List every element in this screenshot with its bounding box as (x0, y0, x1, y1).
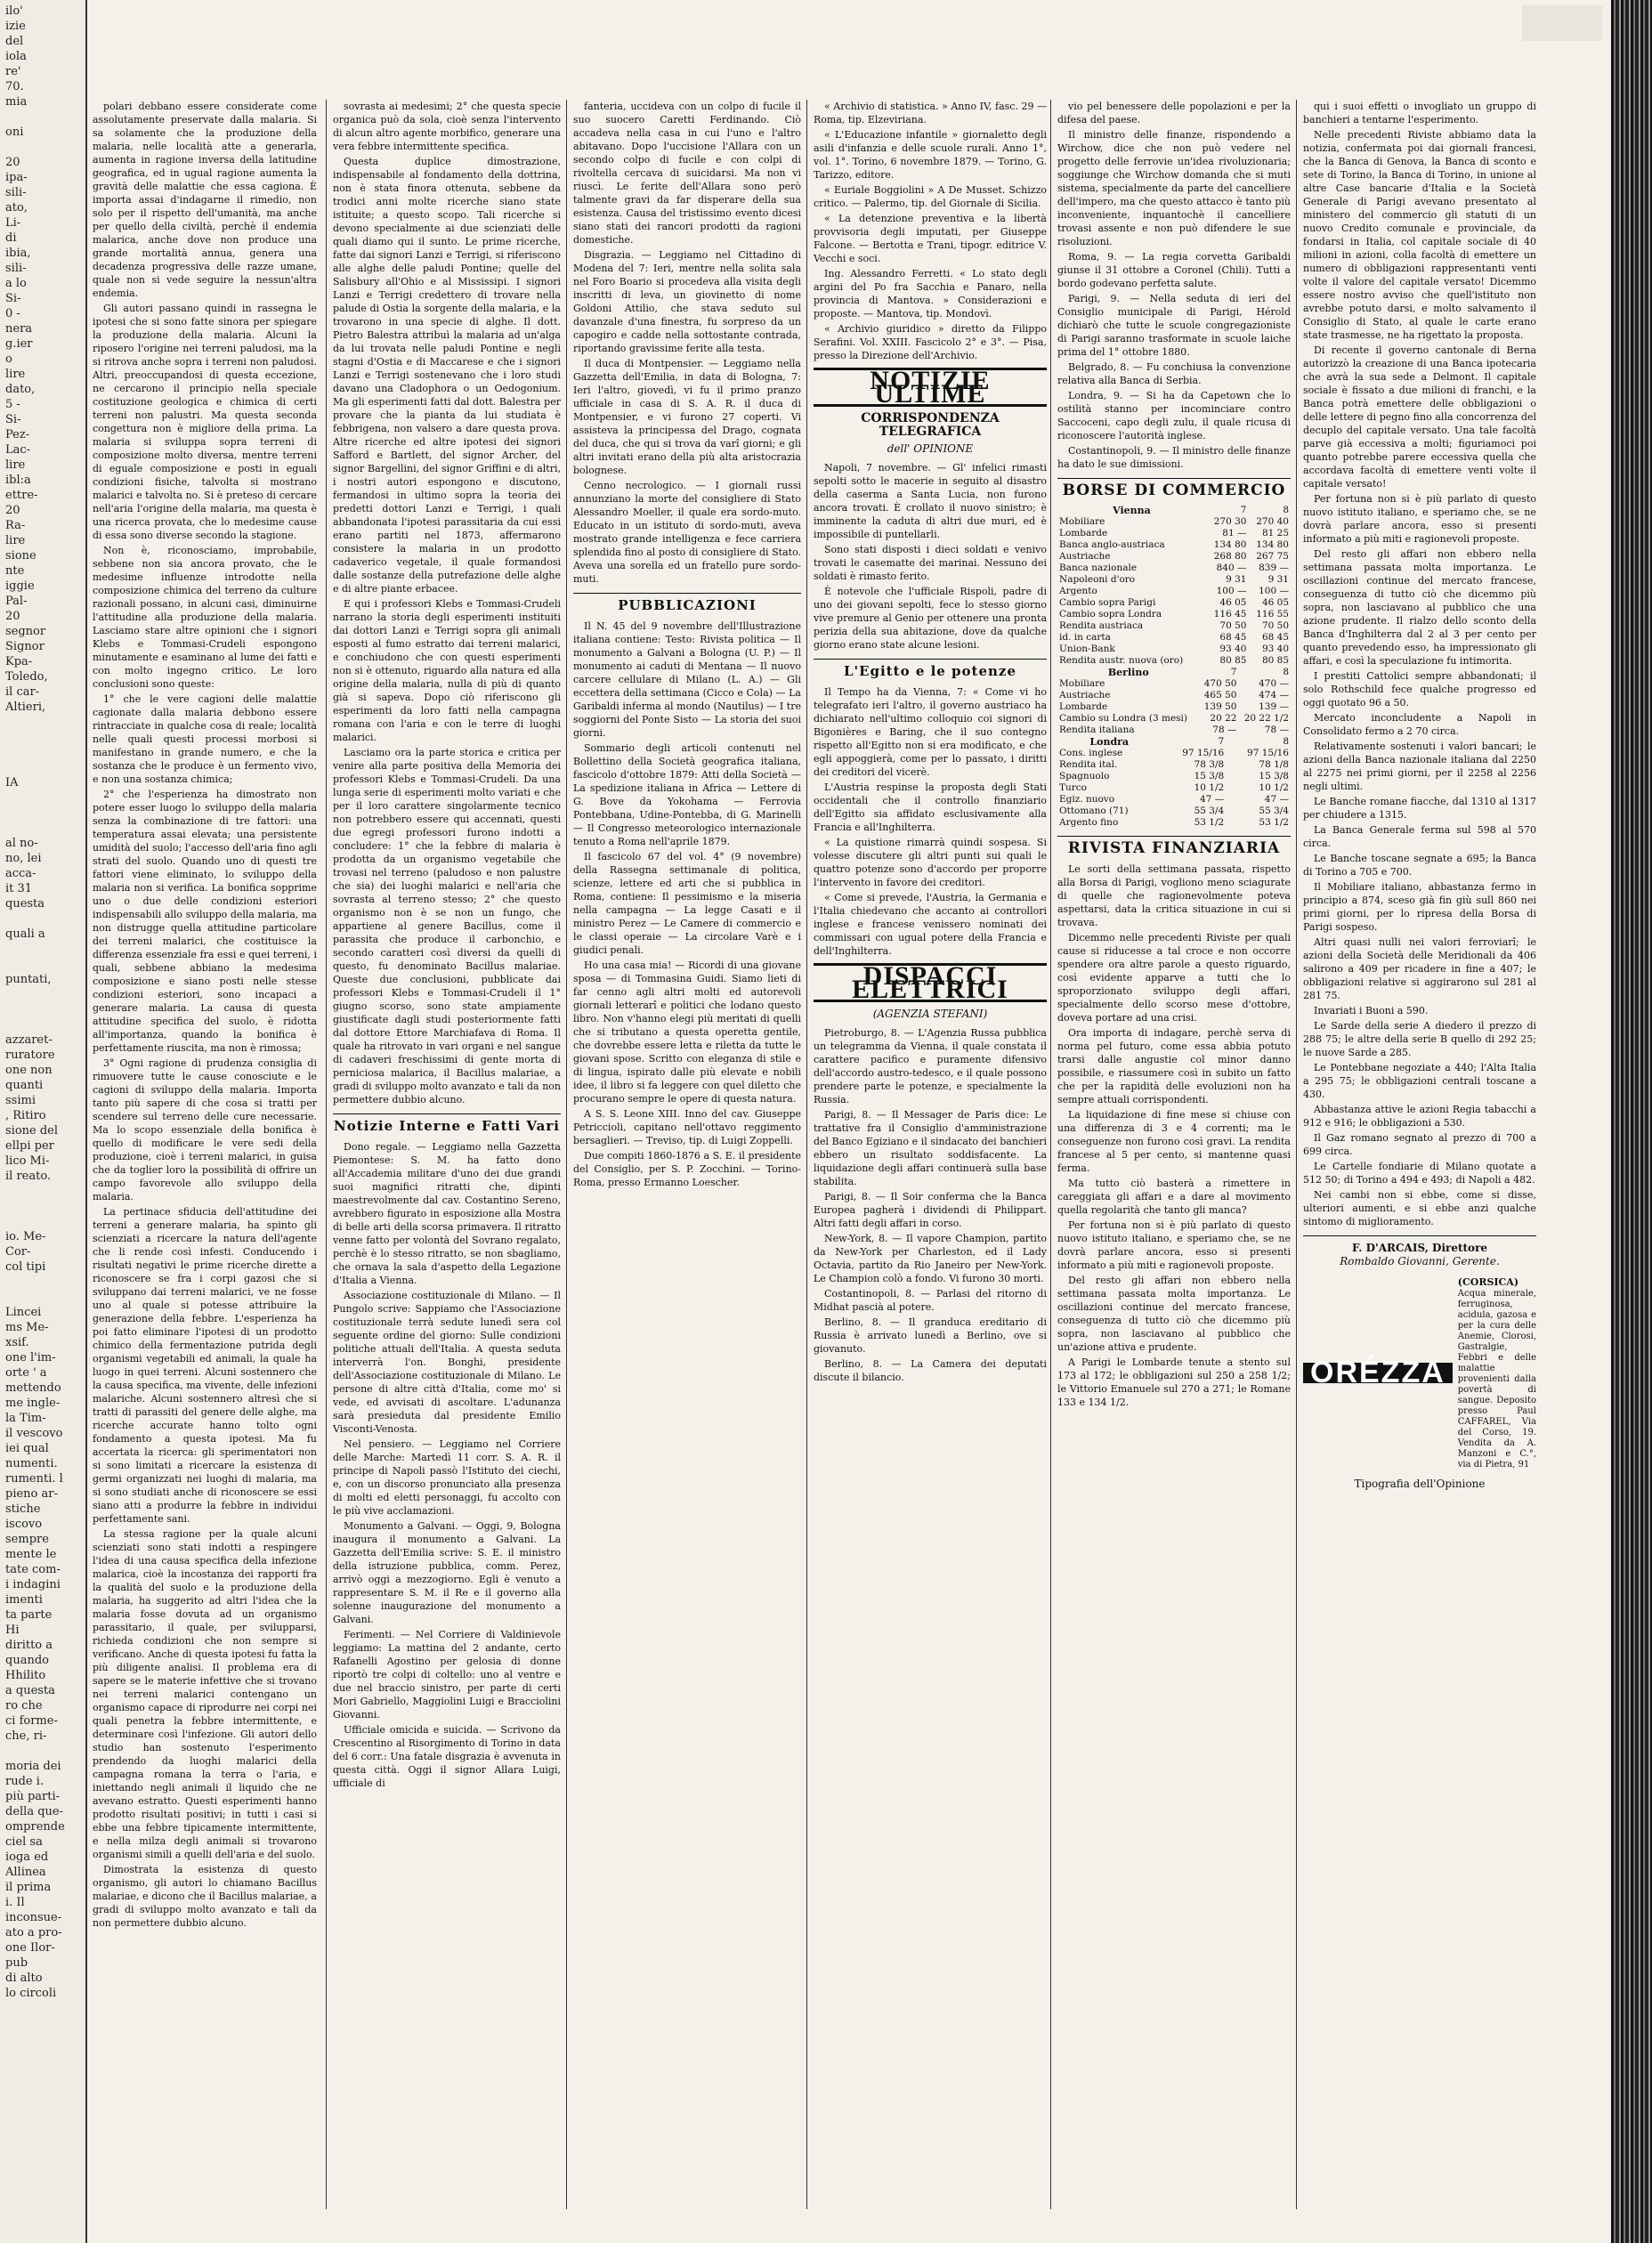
table-row (1057, 644, 1291, 655)
finance-paragraph: Le Pontebbane negoziate a 440; l'Alta Italia a 295 75; le obbligazioni centrali toscane a 430. (1303, 1062, 1536, 1100)
table-row (1057, 806, 1291, 817)
security-price: 47 — (1264, 794, 1289, 805)
security-name: Austriache (1059, 551, 1111, 562)
bourse-city: Londra (1089, 736, 1130, 748)
security-name: Cons. inglese (1059, 748, 1123, 758)
news-item: Dono regale. — Leggiamo nella Gazzetta Piemontese: S. M. ha fatto dono all'Accademia militare d'uno dei due grandi suoi magnifici ritratti che, dipinti maestrevolmente dal cav. Costantino Sereno, avrebbero figurato in esposizione alla Mostra di belle arti della scorsa primavera. Il ritratto venne fatto per volontà del Sovrano regalato, perchè è lo stesso ritratto, se non sbagliamo, che ornava la sala d'aspetto della Legazione d'Italia a Vienna. (333, 1141, 561, 1286)
finance-paragraph: Dicemmo nelle precedenti Riviste per quali cause si riducesse a tal croce e non occorre spendere ora altre parole a questo riguardo, così evidente apparve a tutti che lo sproporzionato sviluppo degli affari, specialmente dello scorso mese d'ottobre, doveva portare ad una crisi. (1057, 932, 1291, 1024)
security-price: 270 30 (1213, 516, 1247, 527)
finance-paragraph: Del resto gli affari non ebbero nella settimana passata molta importanza. Le oscillazioni continue del mercato francese, conseguenza di tutto ciò che dicemmo più sopra, non lasciavano al pubblico che un'azione attiva e prudente. (1057, 1275, 1291, 1353)
dispatch-item: Roma, 9. — La regia corvetta Garibaldi giunse il 31 ottobre a Coronel (Chili). Tutti a bordo godevano perfetta salute. (1057, 251, 1291, 289)
security-price: 116 55 (1256, 609, 1289, 619)
bourse-date-header: 8 (1283, 667, 1289, 677)
table-row (1057, 782, 1291, 794)
security-price: 15 3/8 (1259, 771, 1289, 781)
table-row (1057, 794, 1291, 806)
publication-item: Due compiti 1860-1876 a S. E. il presidente del Consiglio, per S. P. Zocchini. — Torino-Roma, presso Ermanno Loescher. (573, 1150, 801, 1188)
finance-paragraph: Del resto gli affari non ebbero nella settimana passata molta importanza. Le oscillazioni continue del mercato francese, conseguenza di tutto ciò che dicemmo più sopra, non lasciavano al pubblico che una azione prudente. Il rialzo dello sconto della Banca d'Inghilterra dal 2 al 3 per cento per quanto prevedendo esso, ha impressionato gli affari, e così la speculazione fu intimorita. (1303, 548, 1536, 667)
publication-item: « Archivio di statistica. » Anno IV, fasc. 29 — Roma, tip. Elzeviriana. (814, 101, 1047, 126)
security-name: Cambio sopra Parigi (1059, 597, 1156, 608)
security-price: 470 50 (1203, 678, 1237, 689)
bourse-date-header: 8 (1283, 505, 1289, 515)
finance-paragraph: Il Gaz romano segnato al prezzo di 700 a 699 circa. (1303, 1132, 1536, 1157)
security-price: 53 1/2 (1194, 817, 1225, 828)
security-price: 78 1/8 (1259, 759, 1289, 770)
security-price: 270 40 (1256, 516, 1289, 527)
egitto-heading: L'Egitto e le potenze (814, 659, 1047, 678)
table-row (1057, 632, 1291, 644)
table-row (1057, 574, 1291, 586)
security-name: Turco (1059, 782, 1087, 793)
security-name: Rendita italiana (1059, 725, 1135, 735)
security-name: id. in carta (1059, 632, 1111, 643)
publication-item: Il fascicolo 67 del vol. 4° (9 novembre) della Rassegna settimanale di politica, scienze, lettere ed arti che si pubblica in Roma, contiene: Il pessimismo e la miseria nella campagna — La legge Casati e il ministro Perez — Le Camere di commercio e le classi operaie — La circolare Varè e i giudici penali. (573, 851, 801, 956)
security-price: 10 1/2 (1259, 782, 1289, 793)
publication-item: « Euriale Boggiolini » A De Musset. Schizzo critico. — Palermo, tip. del Giornale di Sicilia. (814, 184, 1047, 209)
column-4 (814, 100, 1047, 2218)
table-row (1057, 586, 1291, 597)
publication-item: Ho una casa mia! — Ricordi di una giovane sposa — di Tommasina Guidi. Siamo lieti di far cenno agli altri molti ed autorevoli giornali letterarî e politici che lodano questo libro. Non v'hanno elegi più meritati di quelli che si tributano a questa operetta gentile, che dovrebbe essere letta e riletta da tutte le giovani spose. Scritto con eleganza di stile e di lingua, ispirato dalle più elevate e nobili idee, il libro si fa leggere con quel diletto che procurano sempre le opere di questa natura. (573, 960, 801, 1105)
dispatch-item: Parigi, 8. — Il Soir conferma che la Banca Europea pagherà i dividendi di Philippart. Altri fatti degli affari in corso. (814, 1191, 1047, 1229)
table-row (1057, 690, 1291, 701)
article-paragraph: La stessa ragione per la quale alcuni scienziati sono stati indotti a respingere l'idea di una causa specifica della infezione malarica, cioè la incostanza dei rapporti fra la qualità del suolo e la produzione della malaria, ha suggerito ad altri l'idea che la malaria fosse dovuta ad un organismo parassitario, il quale, per svilupparsi, richieda condizioni che non sempre si verificano. Anche di questa ipotesi fu fatta la più diligente analisi. Il problema era di sapere se le materie infettive che si trovano nei terreni malarici contengano un organismo capace di riprodurre nei corpi nei quali penetra la febbre intermittente, e determinare così l'infezione. Gli autori dello studio han sostenuto l'esperimento prendendo da luoghi malarici della campagna romana la terra o l'aria, e iniettando negli animali il liquido che ne avevano estratto. Questi esperimenti hanno prodotto risultati positivi; in tutti i casi si ebbe una febbre tipicamente intermittente, e nella milza degli animali si trovarono organismi simili a quelli dell'aria e del suolo. (93, 1528, 317, 1860)
bourse-date-header: 7 (1240, 505, 1247, 515)
security-price: 55 3/4 (1194, 806, 1225, 816)
publication-item: « La detenzione preventiva e la libertà provvisoria degli imputati, per Giuseppe Falcone. — Bertotta e Trani, tipogr. editrice V. Vecchi e soci. (814, 213, 1047, 264)
security-name: Ottomano (71) (1059, 806, 1129, 816)
finance-paragraph: La liquidazione di fine mese si chiuse con una differenza di 3 e 4 correnti; ma le conseguenze non furono così gravi. La rendita francese al 5 per cento, si mantenne quasi ferma. (1057, 1109, 1291, 1174)
bourse-date-header: 7 (1218, 736, 1225, 747)
ad-tag: (CORSICA) (1457, 1276, 1519, 1288)
security-price: 134 80 (1213, 539, 1247, 550)
news-item: Monumento a Galvani. — Oggi, 9, Bologna inaugura il monumento a Galvani. La Gazzetta dell'Emilia scrive: S. E. il ministro della istruzione pubblica, comm. Perez, arrivò oggi a mezzogiorno. Egli è venuto a rappresentare S. M. il Re e il governo alla solenne inaugurazione del monumento a Galvani. (333, 1520, 561, 1625)
bourse-city: Vienna (1113, 505, 1151, 516)
security-price: 10 1/2 (1194, 782, 1225, 793)
paper-stain (1522, 5, 1602, 41)
table-row (1057, 725, 1291, 736)
finance-paragraph: Per fortuna non si è più parlato di questo nuovo istituto italiano, e speriamo che, se ne dovrà parlare ancora, esso si presenti informato a più miti e ragionevoli proposte. (1057, 1219, 1291, 1271)
finance-paragraph: Nelle precedenti Riviste abbiamo data la notizia, confermata poi dai giornali francesi, che la Banca di Genova, la Banca di sconto e sete di Torino, la Banca di Torino, in unione al altre Case bancarie d'Italia e la Società Generale di Parigi avevano presentato al ministero del commercio gli statuti di un nuovo Credito comunale e provinciale, da fondarsi in Italia, col capitale sociale di 40 milioni in azioni, colla facoltà di emettere un numero di obbligazioni rappresentanti venti volte il valore del capitale versato! Dicemmo essere nostro avviso che quell'istituto non avrebbe potuto darsi, e molto salvamento il Consiglio di Stato, al quale le carte erano state trasmesse, ne ha rigettato la proposta. (1303, 129, 1536, 341)
finance-paragraph: I prestiti Cattolici sempre abbandonati; il solo Rothschild fece qualche progresso ed oggi quotato 96 a 50. (1303, 670, 1536, 709)
news-item: Disgrazia. — Leggiamo nel Cittadino di Modena del 7: Ieri, mentre nella solita sala nel Foro Boario si procedeva alla visita degli inscritti di leva, un giovinetto di nome Goldoni Attilio, che stava seduto sul davanzale d'una finestra, fu sorpreso da un capogiro e cadde nella sottostante contrada, riportando gravissime ferite alla testa. (573, 249, 801, 354)
dispatch-item: Costantinopoli, 9. — Il ministro delle finanze ha dato le sue dimissioni. (1057, 445, 1291, 470)
security-price: 116 45 (1213, 609, 1247, 619)
column-2 (333, 100, 561, 2218)
finance-paragraph: Le Banche toscane segnate a 695; la Banca di Torino a 705 e 700. (1303, 853, 1536, 878)
news-item: Ufficiale omicida e suicida. — Scrivono da Crescentino al Risorgimento di Torino in data del 6 corr.: Una fatale disgrazia è avvenuta in questa città. Oggi il signor Allara Luigi, ufficiale di (333, 1724, 561, 1789)
article-paragraph: Dimostrata la esistenza di questo organismo, gli autori lo chiamano Bacillus malariae, e dicono che il Bacillus malariae, a gradi di sviluppo molto avanzato e tali da non permettere dubbio alcuno. (93, 1864, 317, 1929)
publication-item: « L'Educazione infantile » giornaletto degli asili d'infanzia e delle scuole rurali. Anno 1°, vol. 1°. Torino, 6 novembre 1879. — Torino, G. Tarizzo, editore. (814, 129, 1047, 181)
table-row (1057, 620, 1291, 632)
security-name: Banca nazionale (1059, 563, 1138, 573)
security-name: Lombarde (1059, 701, 1108, 712)
dispatch-item: Il ministro delle finanze, rispondendo a Wirchow, dice che non può vedere nel progetto delle ferrovie un'idea rivoluzionaria; soggiunge che Wirchow domanda che si muti sistema, specialmente da parte del cancelliere dell'impero, ma che questo attacco è tanto più inconveniente, inquantochè il cancelliere trovasi assente e non può difendere le sue risoluzioni. (1057, 129, 1291, 247)
article-paragraph: E qui i professori Klebs e Tommasi-Crudeli narrano la storia degli esperimenti instituiti dai dottori Lanzi e Terrigi sopra gli animali esposti al fumo estratto dai terreni malarici, e conchiudono che con questi esperimenti non si è ottenuto, riguardo alla natura ed alla origine della malaria, nulla di più di quanto già si sapeva. Dopo ciò riferiscono gli esperimenti da loro fatti nella campagna romana con l'aria e con le terre di luoghi malarici. (333, 598, 561, 743)
security-name: Mobiliare (1059, 678, 1105, 689)
finance-paragraph: A Parigi le Lombarde tenute a stento sul 173 al 172; le obbligazioni sul 250 a 258 1/2; le Vittorio Emanuele sul 270 a 271; le Romane 133 e 134 1/2. (1057, 1356, 1291, 1408)
table-row (1057, 539, 1291, 551)
finance-paragraph: Abbastanza attive le azioni Regia tabacchi a 912 e 916; le obbligazioni a 530. (1303, 1104, 1536, 1129)
news-item: Cenno necrologico. — I giornali russi annunziano la morte del consigliere di Stato Alessandro Moeller, il quale era sordo-muto. Educato in un istituto di sordo-muti, aveva mostrato grande intelligenza e fece carriera splendida fino al posto di consigliere di Stato. Aveva una sorella ed un fratello pure sordo-muti. (573, 480, 801, 585)
security-price: 68 45 (1261, 632, 1289, 643)
table-row (1057, 771, 1291, 782)
finance-paragraph: Le Sarde della serie A diedero il prezzo di 288 75; le altre della serie B quello di 292 25; le nuove Sarde a 285. (1303, 1020, 1536, 1058)
security-price: 20 22 1/2 (1243, 713, 1289, 724)
publication-item: Sommario degli articoli contenuti nel Bollettino della Società geografica italiana, fascicolo d'ottobre 1879: Atti della Società — La spedizione italiana in Africa — Lettere di G. Bove da Yokohama — Ferrovia Pontebbana, Udine-Pontebba, di G. Marinelli — Il Congresso meteorologico internazionale tenuto a Roma nell'aprile 1879. (573, 742, 801, 847)
security-name: Rendita austr. nuova (oro) (1059, 655, 1184, 666)
finance-paragraph: Le sorti della settimana passata, rispetto alla Borsa di Parigi, vogliono meno sciagurate di quelle che ragionevolmente poteva aspettarsi, data la critica situazione in cui si trovava. (1057, 863, 1291, 928)
security-price: 70 50 (1219, 620, 1247, 631)
dispatch-item: Londra, 9. — Si ha da Capetown che lo ostilità stanno per incominciare contro Saccoceni, capo degli zulu, il quale ricusa di riconoscere l'autorità inglese. (1057, 390, 1291, 441)
table-row (1057, 609, 1291, 620)
previous-page-text: ilo' izie del iola re' 70. mia oni 20 ipa- sili- ato, Li- di ibia, sili- a lo Si- 0 - nera g.ier o lire dato, 5 - Si- Pez- Lac- lire ibl:a ettre- 20 Ra- lire sione nte iggie Pal- 20 segnor Signor Kpa- Toledo, il car- Altieri, IA al no- no, lei acca- it 31 questa quali a puntati, azzaret- ruratore one non quanti ssimi , Ritiro sione del ellpi per lico Mi- il reato. io. Me- Cor- col tipi Lincei ms Me- xsif. one l'im- orte ' a mettendo me ingle- la Tim- il vescovo iei qual numenti. rumenti. l pieno ar- stiche iscovo sempre mente le tate com- i indagini imenti ta parte Hi diritto a quando Hhilito a questa ro che ci forme- che, ri- moria dei rude i. più parti- della que- omprende ciel sa ioga ed Allinea il prima i. Il inconsue- ato a pro- one Ilor- pub di alto lo circoli (5, 4, 65, 2000)
editor-credits (1303, 1235, 1536, 1268)
security-price: 474 — (1259, 690, 1289, 700)
article-paragraph: Lasciamo ora la parte storica e critica per venire alla parte positiva della Memoria dei professori Klebs e Tommasi-Crudeli. Da una lunga serie di esperimenti molto variati e che per il loro carattere singolarmente tecnico non potrebbero essere qui accennati, questi due egregi professori furono indotti a concludere: 1° che la febbre di malaria è prodotta da un organismo vegetabile che trovasi nel terreno (paludoso e non palustre che sia) dei luoghi malarici e nell'aria che sovrasta al terreno stesso; 2° che questo organismo non è se non un fungo, che appartiene al genere Bacillus, come il parassita che produce il carbonchio, e secondo caratteri così diversi da quelli di questo, fu denominato Bacillus malariae. Queste due conclusioni, pubblicate dai professori Klebs e Tommasi-Crudeli il 1° giugno scorso, sono state ampiamente giustificate dagli studi posteriormente fatti dal dottore Ettore Marchiafava di Roma. Il quale ha ritrovato in vari organi e nel sangue di cadaveri freschissimi di gente morta di perniciosa malarica, il Bacillus malariae, a gradi di sviluppo molto avanzato e tali da non permettere dubbio alcuno. (333, 747, 561, 1105)
security-price: 134 80 (1256, 539, 1289, 550)
security-price: 80 85 (1261, 655, 1289, 666)
table-row (1057, 817, 1291, 829)
security-price: 68 45 (1219, 632, 1247, 643)
security-price: 9 31 (1267, 574, 1289, 585)
dispatch-item: vio pel benessere delle popolazioni e per la difesa del paese. (1057, 101, 1291, 126)
security-price: 81 25 (1261, 528, 1289, 538)
security-price: 93 40 (1261, 644, 1289, 654)
dispatch-item: Berlino, 8. — La Camera dei deputati discute il bilancio. (814, 1358, 1047, 1383)
security-name: Argento (1059, 586, 1097, 596)
egitto-paragraph: « Come si prevede, l'Austria, la Germania e l'Italia chiedevano che accanto ai controllori inglese e francese venissero nominati dei commissari con ugual potere della Francia e dell'Inghilterra. (814, 892, 1047, 957)
table-row (1057, 551, 1291, 563)
orezza-advertisement (1303, 1275, 1536, 1470)
table-row (1057, 748, 1291, 759)
orezza-logo: ORÉZZA (1303, 1363, 1453, 1383)
security-price: 470 — (1259, 678, 1289, 689)
security-price: 55 3/4 (1259, 806, 1289, 816)
egitto-paragraph: Il Tempo ha da Vienna, 7: « Come vi ho telegrafato ieri l'altro, il governo austriaco ha dichiarato nell'ultimo colloquio coi signori di Bigonières e Baring, che il suo contegno rispetto all'Egitto non si era modificato, e che egli appoggierà, come per lo passato, i diritti dei creditori del vicerè. (814, 686, 1047, 778)
security-name: Rendita ital. (1059, 759, 1118, 770)
notizie-ultime-title: NOTIZIE ULTIME (814, 368, 1047, 407)
security-name: Argento fino (1059, 817, 1119, 828)
security-price: 839 — (1259, 563, 1289, 573)
finance-paragraph: qui i suoi effetti o invogliato un gruppo di banchieri a tentarne l'esperimento. (1303, 101, 1536, 126)
dispatch-item: Parigi, 8. — Il Messager de Paris dice: Le trattative fra il Consiglio d'amministrazione del Banco Egiziano e il sindacato dei banchieri ebbero un risultato soddisfacente. La liquidazione degli affari continuerà sulla base stabilita. (814, 1109, 1047, 1187)
article-paragraph: 3° Ogni ragione di prudenza consiglia di rimuovere tutte le cause conosciute e le cagioni di sviluppo della malaria. Importa tanto più sapere di che cosa si tratti per scendere sul terreno delle cure necessarie. Ma lo scopo essenziale della bonifica è quello di modificare le vere sedi della produzione, cioè i terreni malarici, in guisa che da toglier loro la possibilità di offrire un campo favorevole allo sviluppo della malaria. (93, 1057, 317, 1202)
security-price: 78 — (1264, 725, 1289, 735)
publication-item: Ing. Alessandro Ferretti. « Lo stato degli argini del Po fra Sacchia e Panaro, nella provincia di Mantova. » Considerazioni e proposte. — Mantova, tip. Mondovì. (814, 268, 1047, 320)
editor-director: F. D'ARCAIS, Direttore (1351, 1242, 1488, 1254)
table-row (1057, 701, 1291, 713)
bourse-table-vienna (1057, 505, 1291, 667)
security-price: 97 15/16 (1247, 748, 1289, 758)
printer-line: Tipografia dell'Opinione (1354, 1478, 1486, 1490)
article-paragraph: Questa duplice dimostrazione, indispensabile al fondamento della dottrina, non è stata finora ottenuta, sebbene da trodici anni molte ricerche siano state istituite; a questo scopo. Tali ricerche si devono specialmente ai due scienziati delle quali diamo qui il sunto. Le prime ricerche, fatte dai signori Lanzi e Terrigi, si riferiscono alle alghe delle paludi Pontine; quelle del Salisbury all'Ohio e al Mississipi. I signori Lanzi e Terrigi credettero di trovare nella palude di Ostia la sorgente della malaria, e la trovarono in una specie di alghe. Il dott. Pietro Balestra attribuì la malaria ad un'alga da lui trovata nelle paludi Pontine e negli stagni d'Ostia e di Maccarese e che i signori Lanzi e Terrigi sostenevano che i loro studi davano una Cladophora o un Oedogonium. Ma gli esperimenti fatti dal dott. Balestra per provare che la pianta da lui studiata è febbrigena, non valsero a dare questa prova. Altre ricerche ed altre ipotesi dei signori Safford e Bartlett, del signor Archer, del signor Bargellini, del signor Griffini e di altri, i nostri autori espongono e discutono, fermandosi in ultimo sopra la teoria dei predetti dottori Lanzi e Terrigi, i quali abbandonata l'ipotesi parassitaria da cui essi erano partiti nel 1873, affermarono consistere la malaria in un prodotto cadaverico vegetale, il quale formandosi dalle sostanze della putrefazione delle alghe e di altre piante erbacee. (333, 156, 561, 595)
security-name: Mobiliare (1059, 516, 1105, 527)
article-paragraph: La pertinace sfiducia dell'attitudine dei terreni a generare malaria, ha spinto gli scienziati a ricercare la natura dell'agente che li rende così infesti. Conducendo i risultati negativi le prime ricerche dirette a riconoscere se fra i corpi gazosi che si sviluppano dai terreni malarici, ve ne fosse uno al quale si potesse attribuire la generazione della febbre. L'esperienza ha poi fatto eliminare l'ipotesi di un prodotto chimico della fermentazione putrida degli organismi vegetabili ed animali, la quale ha luogo in quei terreni. Alcuni sostennero che la causa specifica, ma vivente, delle infezioni malariche. Alcuni sostennero altresì che si tratti di parassiti del genere delle alghe, ma ricerche accurate hanno tolto ogni fondamento a questa ipotesi. Ma fu accertata la ricerca: gli sperimentatori non si sono limitati a ricercare la esistenza di germi organizzati nei luoghi di malaria, ma si sono studiati anche di riconoscere se essi siano atti a produrre la febbre in individui perfettamente sani. (93, 1206, 317, 1525)
telegram-paragraph: Sono stati disposti i dieci soldati e venivo trovati le casematte dei marinai. Nessuno dei soldati è rimasto ferito. (814, 544, 1047, 582)
finance-paragraph: Relativamente sostenuti i valori bancari; le azioni della Banca nazionale italiana dal 2250 al 2275 nei primi giorni, per il 2258 al 2256 negli ultimi. (1303, 741, 1536, 792)
security-name: Austriache (1059, 690, 1111, 700)
security-name: Union-Bank (1059, 644, 1115, 654)
finance-paragraph: Per fortuna non si è più parlato di questo nuovo istituto italiano, e speriamo che, se ne dovrà parlare ancora, esso si presenti informato a più miti e ragionevoli proposte. (1303, 493, 1536, 545)
table-row (1057, 597, 1291, 609)
security-price: 78 3/8 (1194, 759, 1225, 770)
security-price: 20 22 (1210, 713, 1237, 724)
security-price: 78 — (1212, 725, 1237, 735)
section-heading-pubblicazioni: PUBBLICAZIONI (573, 593, 801, 612)
finance-paragraph: Invariati i Buoni a 590. (1314, 1005, 1429, 1016)
news-item: Il duca di Montpensier. — Leggiamo nella Gazzetta dell'Emilia, in data di Bologna, 7: Ieri l'altro, giovedì, vi fu il primo pranzo ufficiale in casa di S. A. R. il duca di Montpensier, e vi furono 27 coperti. Vi assisteva la principessa del Drago, cognata del duca, che qui si trova da varî giorni; e gli altri invitati erano della più alta aristocrazia bolognese. (573, 358, 801, 476)
security-price: 81 — (1222, 528, 1247, 538)
previous-page-fragment (0, 0, 87, 2243)
publication-item: Il N. 45 del 9 novembre dell'Illustrazione italiana contiene: Testo: Rivista politica — Il monumento a Galvani a Bologna (U. P.) — Il monumento ai caduti di Mentana — Il nuovo carcere cellulare di Milano (L. A.) — Gli eccettera della settimana (Cicco e Cola) — La Garibaldi inferma al mondo (Nautilus) — I tre soggiorni del Ponte Sisto — La storia dei suoi giorni. (573, 620, 801, 739)
news-item: Ferimenti. — Nel Corriere di Valdinievole leggiamo: La mattina del 2 andante, certo Rafanelli Agostino per gelosia di donne riportò tre colpi di coltello: uno al ventre e due nel braccio sinistro, per parte di certi Mori Gabriello, Maggiolini Luigi e Bracciolini Giovanni. (333, 1629, 561, 1721)
security-price: 80 85 (1219, 655, 1247, 666)
security-name: Rendita austriaca (1059, 620, 1144, 631)
security-price: 70 50 (1261, 620, 1289, 631)
finance-paragraph: Nei cambi non si ebbe, come si disse, ulteriori aumenti, e si ebbe anzi qualche sintomo di miglioramento. (1303, 1189, 1536, 1227)
finance-paragraph: Le Banche romane fiacche, dal 1310 al 1317 per chiudere a 1315. (1303, 796, 1536, 821)
borse-title: BORSE DI COMMERCIO (1057, 478, 1291, 498)
security-price: 53 1/2 (1259, 817, 1289, 828)
column-6 (1303, 100, 1536, 2218)
article-paragraph: 1° che le vere cagioni delle malattie cagionate dalla malaria debbono essere rintracciate in qualche cosa di reale; località nelle quali questi processi morbosi si manifestano in grande numero, e che la sostanza che le produce è un fermento vivo, e non una sostanza chimica; (93, 693, 317, 785)
telegram-paragraph: Napoli, 7 novembre. — Gl' infelici rimasti sepolti sotto le macerie in seguito al disastro della caserma a Santa Lucia, non furono ancora trovati. È crollato il nuovo sinistro; è imminente la caduta di altri due muri, ed è impossibile di puntellarli. (814, 462, 1047, 540)
news-item: Nel pensiero. — Leggiamo nel Corriere delle Marche: Martedì 11 corr. S. A. R. il principe di Napoli passò l'Istituto dei ciechi, e, con un discorso pronunciato alla presenza di molti ed eletti personaggi, fu accolto con le più vive acclamazioni. (333, 1438, 561, 1517)
section-heading-notizie-interne: Notizie Interne e Fatti Vari (333, 1113, 561, 1133)
article-paragraph: sovrasta ai medesimi; 2° che questa specie organica può da sola, cioè senza l'intervento di alcun altro agente morbifico, generare una vera febbre intermittente specifica. (333, 101, 561, 152)
article-paragraph: Gli autori passano quindi in rassegna le ipotesi che si sono fatte sinora per spiegare la produzione della malaria. Alcuni la riposero l'origine nei terreni paludosi, ma la si ritrova anche sopra i terreni non paludosi. Altri, preoccupandosi di questa eccezione, ne cercarono il principio nella speciale costituzione geologica e chimica di certi terreni non palustri. Ma questa seconda congettura non è migliore della prima. La malaria si sviluppa sopra terreni di composizione molto diversa, mentre terreni di eguale composizione e posti in eguali condizioni fisiche, talvolta si mostrano malarici e talvolta no. Si è preteso di cercare nell'aria l'origine della malaria, ma questa è una ricerca provata, che lo medesime cause di essa sono diverse secondo la stagione. (93, 303, 317, 541)
finance-paragraph: La Banca Generale ferma sul 598 al 570 circa. (1303, 824, 1536, 849)
security-price: 97 15/16 (1182, 748, 1225, 758)
security-price: 9 31 (1226, 574, 1247, 585)
security-name: Cambio su Londra (3 mesi) (1059, 713, 1188, 724)
table-row (1057, 563, 1291, 574)
dispatch-item: Belgrado, 8. — Fu conchiusa la convenzione relativa alla Banca di Serbia. (1057, 361, 1291, 386)
security-price: 465 50 (1203, 690, 1237, 700)
security-price: 139 — (1259, 701, 1289, 712)
dispacci-title: DISPACCI ELETTRICI (814, 963, 1047, 1002)
bourse-table-berlino (1057, 667, 1291, 736)
finance-paragraph: Ma tutto ciò basterà a rimettere in careggiata gli affari e a dare al movimento quella regolarità che tanto gli manca? (1057, 1178, 1291, 1216)
news-item: Associazione costituzionale di Milano. — Il Pungolo scrive: Sappiamo che l'Associazione costituzionale terrà sedute lunedì sera col seguente ordine del giorno: Sulle condizioni politiche attuali dell'Italia. A questa seduta interverrà l'on. Bonghi, presidente dell'Associazione costituzionale di Milano. Le persone di altre città d'Italia, come mo' si vede, ed avvisati di ascoltare. L'adunanza sarà presieduta dal presidente Emilio Visconti-Venosta. (333, 1290, 561, 1435)
bourse-date-header: 8 (1283, 736, 1289, 747)
news-item: fanteria, uccideva con un colpo di fucile il suo suocero Caretti Ferdinando. Ciò accadeva nella casa in cui l'uno e l'altro abitavano. Dopo l'uccisione l'Allara con un secondo colpo di fucile e con colpi di rivoltella cercava di suicidarsi. Ma non vi riuscì. Le ferite dell'Allara sono però talmente gravi da far disperare della sua esistenza. Causa del tristissimo evento dicesi siano stati dei rancori prodotti da ragioni domestiche. (573, 101, 801, 246)
dispatch-item: Pietroburgo, 8. — L'Agenzia Russa pubblica un telegramma da Vienna, il quale constata il carattere pacifico e puramente difensivo dell'accordo austro-tedesco, e il quale possono prendere parte le potenze, e specialmente la Russia. (814, 1027, 1047, 1105)
security-price: 46 05 (1261, 597, 1289, 608)
security-price: 47 — (1200, 794, 1225, 805)
security-name: Lombarde (1059, 528, 1108, 538)
security-price: 267 75 (1256, 551, 1289, 562)
security-name: Cambio sopra Londra (1059, 609, 1162, 619)
publication-item: A S. S. Leone XIII. Inno del cav. Giuseppe Petriccioli, capitano nell'ottavo reggimento bersaglieri. — Treviso, tip. di Luigi Zoppelli. (573, 1108, 801, 1146)
editor-manager: Rombaldo Giovanni, Gerente. (1340, 1255, 1500, 1267)
publication-item: « Archivio giuridico » diretto da Filippo Serafini. Vol. XXIII. Fascicolo 2° e 3°. — Pisa, presso la Direzione dell'Archivio. (814, 323, 1047, 361)
table-row (1057, 528, 1291, 539)
finance-paragraph: Mercato inconcludente a Napoli in Consolidato fermo a 2 70 circa. (1303, 712, 1536, 737)
article-paragraph: polari debbano essere considerate come assolutamente preservate dalla malaria. Si sa solamente che la produzione della malaria, nelle località atte a generarla, aumenta in ragione inversa della latitudine geografica, ed in ugual ragione aumenta la gravità delle malattie che essa cagiona. È importa assai d'indagarne il rimedio, non solo per il rispetto dell'umanità, ma anche per quello della civiltà, perchè il endemia malarica, anche dove non produce una grande mortalità annua, genera una decadenza progressiva delle razze umane, quale non si vede seguire la nessun'altra endemia. (93, 101, 317, 299)
table-row (1057, 516, 1291, 528)
column-5 (1057, 100, 1291, 2218)
security-name: Napoleoni d'oro (1059, 574, 1136, 585)
article-paragraph: 2° che l'esperienza ha dimostrato non potere esser luogo lo sviluppo della malaria senza la combinazione di tre fattori: una temperatura assai elevata; una persistente umidità del suolo; l'accesso dell'aria fino agli strati del suolo. Quando uno di questi tre fattori viene eliminato, lo sviluppo della malaria non si verifica. La bonifica sopprime uno o due delle condizioni esteriori indispensabili allo sviluppo della malaria, ma non distrugge quella attitudine particolare dei terreni malarici, che costituisce la differenza essenziale fra essi e quei terreni, i quali, sebbene abbiano la medesima composizione e siano posti nelle stesse condizioni esteriori, sono incapaci a generare malaria. La causa di questa attitudine specifica del suolo, è ridotta all'importanza, quando la bonifica è perfettamente riuscita, ma non è rimossa; (93, 789, 317, 1054)
binding-edge (1611, 0, 1652, 2243)
rivista-title: RIVISTA FINANZIARIA (1057, 836, 1291, 855)
finance-paragraph: Altri quasi nulli nei valori ferroviarî; le azioni della Società delle Meridionali da 406 salirono a 409 per ricadere in fine a 407; le obbligazioni relative si aggirarono sul 281 al 281 75. (1303, 936, 1536, 1001)
telegram-paragraph: È notevole che l'ufficiale Rispoli, padre di uno dei giovani sepolti, fece lo stesso giorno vive premure al Genio per ottenere una pronta perizia della sua abitazione, dove da qualche giorno erano state alcune lesioni. (814, 586, 1047, 651)
security-price: 46 05 (1219, 597, 1247, 608)
corrispondenza-title: CORRISPONDENZA TELEGRAFICA (861, 411, 1000, 439)
egitto-paragraph: « La quistione rimarrà quindi sospesa. Si volesse discutere gli altri punti sui quali le quattro potenze sono d'accordo per proporre l'intervento in favore dei creditori. (814, 837, 1047, 888)
security-price: 100 — (1216, 586, 1247, 596)
bourse-city: Berlino (1107, 667, 1149, 678)
security-name: Spagnuolo (1059, 771, 1110, 781)
egitto-paragraph: L'Austria respinse la proposta degli Stati occidentali che il controllo finanziario dell'Egitto sia affidato esclusivamente alla Francia e all'Inghilterra. (814, 781, 1047, 833)
table-row (1057, 678, 1291, 690)
ad-text: Acqua minerale, ferruginosa, acidula, gazosa e per la cura delle Anemie, Clorosi, Gastralgie, Febbri e delle malattie provenienti dalla povertà di sangue. Deposito presso Paul CAFFAREL, Via del Corso, 19. Vendita da A. Manzoni e C.°, via di Pietra, 91 (1457, 1289, 1536, 1470)
security-price: 93 40 (1219, 644, 1247, 654)
security-price: 15 3/8 (1194, 771, 1225, 781)
dispatch-item: Costantinopoli, 8. — Parlasi del ritorno di Midhat pascià al potere. (814, 1288, 1047, 1313)
finance-paragraph: Il Mobiliare italiano, abbastanza fermo in principio a 874, sceso già fin giù sull 860 nei primi giorni, per lo ripresa della Borsa di Parigi sospeso. (1303, 881, 1536, 933)
bourse-date-header: 7 (1230, 667, 1237, 677)
security-name: Egiz. nuovo (1059, 794, 1115, 805)
corrispondenza-subtitle: dell' OPINIONE (887, 442, 974, 455)
table-row (1057, 655, 1291, 667)
security-price: 100 — (1259, 586, 1289, 596)
column-1 (93, 100, 317, 2218)
security-price: 840 — (1216, 563, 1247, 573)
bourse-table-londra (1057, 736, 1291, 829)
table-row (1057, 713, 1291, 725)
article-columns (93, 100, 1606, 2218)
column-3 (573, 100, 801, 2218)
finance-paragraph: Le Cartelle fondiarie di Milano quotate a 512 50; di Torino a 494 e 493; di Napoli a 482. (1303, 1161, 1536, 1186)
finance-paragraph: Ora importa di indagare, perchè serva di norma pel futuro, come essa abbia potuto trarsi dalle angustie col minor danno possibile, e riassumere così in subito un fatto che per la rapidità delle evoluzioni non ha sempre attuali corrispondenti. (1057, 1027, 1291, 1105)
dispatch-item: Berlino, 8. — Il granduca ereditario di Russia è arrivato lunedì a Berlino, ove si giovanuto. (814, 1316, 1047, 1355)
article-paragraph: Non è, riconosciamo, improbabile, sebbene non sia ancora provato, che le medesime influenze introdotte nella composizione chimica del terreno da culture razionali possano, in alcuni casi, diminuirne l'attitudine alla produzione della malaria. Lasciamo stare altre opinioni che i signori Klebs e Tommasi-Crudeli espongono minutamente e esaminano al lume dei fatti e con molto ingegno critico. Le loro conclusioni sono queste: (93, 545, 317, 690)
security-price: 268 80 (1213, 551, 1247, 562)
dispatch-item: New-York, 8. — Il vapore Champion, partito da New-York per Charleston, ed il Lady Octavia, partito da Rio Janeiro per New-York. Le Champion colò a fondo. Vi furono 30 morti. (814, 1233, 1047, 1284)
finance-paragraph: Di recente il governo cantonale di Berna autorizzò la creazione di una Banca ipotecaria che avrà la sua sede a Delmont. Il capitale sociale è fissato a due milioni di franchi, e la Banca potrà emettere delle obbligazioni o delle lettere di pegno fino alla concorrenza del decuplo del capitale versato. Una tale facoltà parve già eccessiva a molti; figuriamoci poi quanto potrebbe parere eccessiva quella che accordava facoltà di emettere venti volte il capitale versato! (1303, 344, 1536, 490)
security-name: Banca anglo-austriaca (1059, 539, 1165, 550)
dispatch-item: Parigi, 9. — Nella seduta di ieri del Consiglio municipale di Parigi, Hérold dichiarò che tutte le scuole congregazioniste di Parigi saranno trasformate in scuole laiche prima del 1° ottobre 1880. (1057, 293, 1291, 358)
dispacci-subtitle: (AGENZIA STEFANI) (872, 1008, 988, 1020)
table-row (1057, 759, 1291, 771)
security-price: 139 50 (1203, 701, 1237, 712)
